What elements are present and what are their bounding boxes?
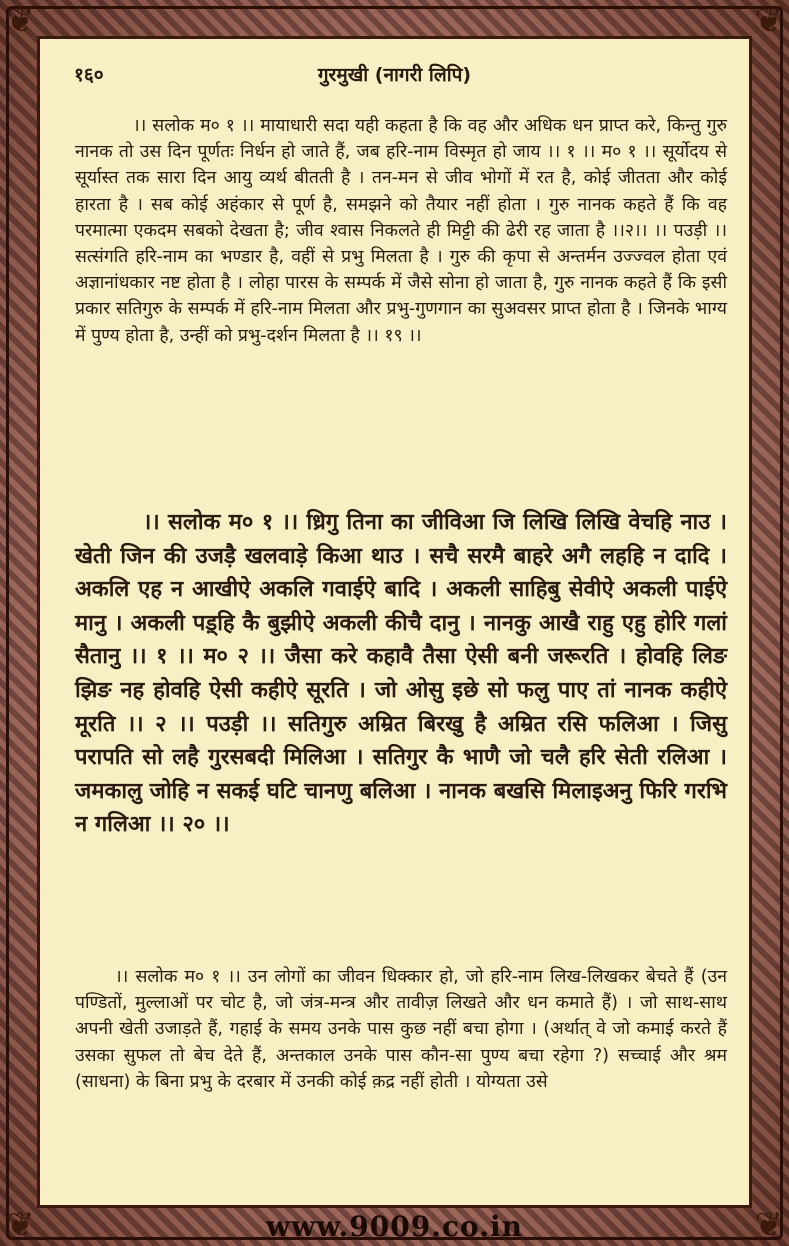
translation-paragraph-1: ।। सलोक म० १ ।। मायाधारी सदा यही कहता है कि वह और अधिक धन प्राप्त करे, किन्तु गुरु नानक तो उस दिन पूर्णतः निर्धन हो जाते हैं, जब हरि-नाम विस्मृत हो जाय ।। १ ।। म० १ ।। सूर्योदय से सूर्यास्त तक सारा दिन आयु व्यर्थ बीतती है । तन-मन से जीव भोगों में रत है, कोई जीतता और कोई हारता है । सब कोई अहंकार से पूर्ण है, समझने को तैयार नहीं होता । गुरु नानक कहते हैं कि वह परमात्मा एकदम सबको देखता है; जीव श्वास निकलते ही मिट्टी की ढेरी रह जाता है ।।२।। ।। पउड़ी ।। सत्संगति हरि-नाम का भण्डार है, वहीं से प्रभु मिलता है । गुरु की कृपा से अन्तर्मन उज्ज्वल होता एवं अज्ञानांधकार नष्ट होता है । लोहा पारस के सम्पर्क में जैसे सोना हो जाता है, गुरु नानक कहते हैं कि इसी प्रकार सतिगुरु के सम्पर्क में हरि-नाम मिलता और प्रभु-गुणगान का सुअवसर प्राप्त होता है । जिनके भाग्य में पुण्य होता है, उन्हीं को प्रभु-दर्शन मिलता है ।। १९ ।। <box>75 116 727 346</box>
page-title: गुरमुखी (नागरी लिपि) <box>317 64 472 86</box>
page-header <box>40 61 749 91</box>
scroll-flourish-icon: ❦ <box>754 1205 783 1245</box>
scroll-flourish-icon: ❦ <box>6 1 35 41</box>
book-page <box>37 36 752 1208</box>
page-number: १६० <box>74 64 104 86</box>
scroll-flourish-icon: ❦ <box>754 1 783 41</box>
gurbani-verse-paragraph: ।। सलोक म० १ ।। ध्रिगु तिना का जीविआ जि लिखि लिखि वेचहि नाउ । खेती जिन की उजड़ै खलवाड़े किआ थाउ । सचै सरमै बाहरे अगै लहहि न दादि । अकलि एह न आखीऐ अकलि गवाईऐ बादि । अकली साहिबु सेवीऐ अकली पाईऐ मानु । अकली पड़्हि कै बुझीऐ अकली कीचै दानु । नानकु आखै राहु एहु होरि गलां सैतानु ।। १ ।। म० २ ।। जैसा करे कहावै तैसा ऐसी बनी जरूरति । होवहि लिङ झिङ नह होवहि ऐसी कहीऐ सूरति । जो ओसु इछे सो फलु पाए तां नानक कहीऐ मूरति ।। २ ।। पउड़ी ।। सतिगुरु अम्रित बिरखु है अम्रित रसि फलिआ । जिसु परापति सो लहै गुरसबदी मिलिआ । सतिगुर कै भाणै जो चलै हरि सेती रलिआ । जमकालु जोहि न सकई घटि चानणु बलिआ । नानक बखसि मिलाइअनु फिरि गरभि न गलिआ ।। २० ।। <box>75 510 727 838</box>
website-footer: www.9009.co.in <box>266 1210 523 1243</box>
scroll-flourish-icon: ❦ <box>6 1205 35 1245</box>
translation-paragraph-2: ।। सलोक म० १ ।। उन लोगों का जीवन धिक्कार हो, जो हरि-नाम लिख-लिखकर बेचते हैं (उन पण्डितों, मुल्लाओं पर चोट है, जो जंत्र-मन्त्र और तावीज़ लिखते और धन कमाते हैं) । जो साथ-साथ अपनी खेती उजाड़ते हैं, गहाई के समय उनके पास कुछ नहीं बचा होगा । (अर्थात् वे जो कमाई करते हैं उसका सुफल तो बेच देते हैं, अन्तकाल उनके पास कौन-सा पुण्य बचा रहेगा ?) सच्चाई और श्रम (साधना) के बिना प्रभु के दरबार में उनकी कोई क़द्र नहीं होती । योग्यता उसे <box>75 967 727 1092</box>
